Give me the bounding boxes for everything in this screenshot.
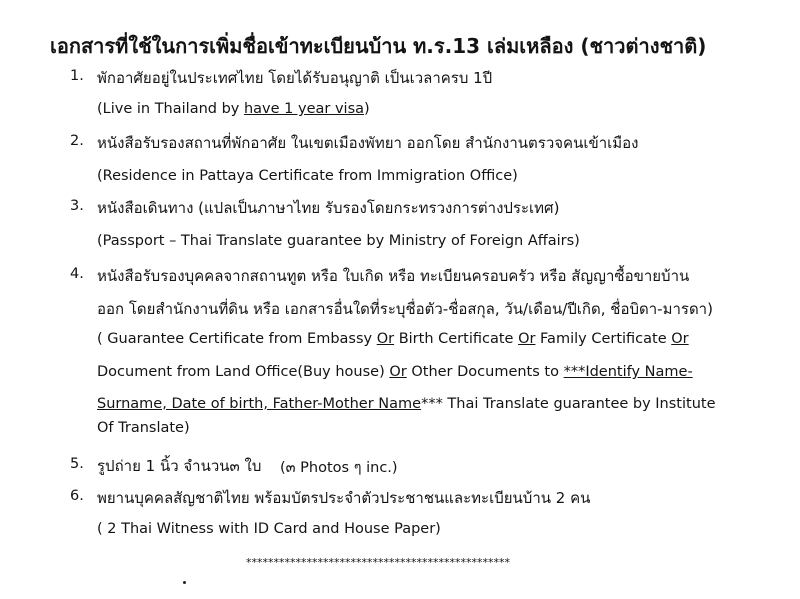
item-6-english: ( 2 Thai Witness with ID Card and House Paper): [97, 521, 441, 537]
item-4-english-line-3: Surname, Date of birth, Father-Mother Name*** Thai Translate guarantee by Institute: [97, 396, 716, 412]
stray-dot: [183, 581, 186, 584]
item-3-number: 3.: [70, 198, 84, 214]
item-6-thai: พยานบุคคลสัญชาติไทย พร้อมบัตรประจำตัวประชาชนและทะเบียนบ้าน 2 คน: [97, 489, 591, 507]
item-6-number: 6.: [70, 488, 84, 504]
item-4-english-line-2: Document from Land Office(Buy house) Or Other Documents to ***Identify Name-: [97, 364, 693, 380]
item-1-english: [97, 101, 370, 117]
item-3-thai: หนังสือเดินทาง (แปลเป็นภาษาไทย รับรองโดยกระทรวงการต่างประเทศ): [97, 199, 560, 217]
item-4-number: 4.: [70, 266, 84, 282]
item-5-english: (๓ Photos ๆ inc.): [280, 460, 398, 476]
item-2-english: (Residence in Pattaya Certificate from Immigration Office): [97, 168, 518, 184]
item-4-thai-line-1: หนังสือรับรองบุคคลจากสถานทูต หรือ ใบเกิด หรือ ทะเบียนครอบครัว หรือ สัญญาซื้อขายบ้าน: [97, 267, 690, 285]
item-4-english-line-1: ( Guarantee Certificate from Embassy Or Birth Certificate Or Family Certificate Or: [97, 331, 689, 347]
item-1-thai: พักอาศัยอยู่ในประเทศไทย โดยได้รับอนุญาติ เป็นเวลาครบ 1ปี: [97, 69, 493, 87]
item-3-english: (Passport – Thai Translate guarantee by Ministry of Foreign Affairs): [97, 233, 580, 249]
item-5-thai: รูปถ่าย 1 นิ้ว จำนวน๓ ใบ: [97, 457, 262, 475]
footer-separator: ************************************************: [246, 556, 510, 569]
item-5-number: 5.: [70, 456, 84, 472]
document-title: เอกสารที่ใช้ในการเพิ่มชื่อเข้าทะเบียนบ้าน ท.ร.13 เล่มเหลือง (ชาวต่างชาติ): [50, 34, 707, 58]
item-1-english-a: (Live in Thailand by: [97, 101, 244, 117]
item-4-thai-line-2: ออก โดยสำนักงานที่ดิน หรือ เอกสารอื่นใดที่ระบุชื่อตัว-ชื่อสกุล, วัน/เดือน/ปีเกิด, ชื่อบิดา-มารดา): [97, 300, 713, 318]
identify-name-text: ***Identify Name-: [563, 364, 693, 380]
item-4-english-line-4: Of Translate): [97, 420, 190, 436]
or-text: Or: [671, 331, 689, 347]
or-text: Or: [518, 331, 536, 347]
or-text: Or: [376, 331, 395, 347]
item-1-number: 1.: [70, 68, 84, 84]
or-text: Or: [389, 364, 407, 380]
item-2-thai: หนังสือรับรองสถานที่พักอาศัย ในเขตเมืองพัทยา ออกโดย สำนักงานตรวจคนเข้าเมือง: [97, 134, 639, 152]
item-2-number: 2.: [70, 133, 84, 149]
item-1-english-c: ): [364, 101, 370, 117]
item-1-english-visa: have 1 year visa: [243, 101, 365, 117]
name-dob-parents-text: Surname, Date of birth, Father-Mother Name: [97, 396, 422, 412]
